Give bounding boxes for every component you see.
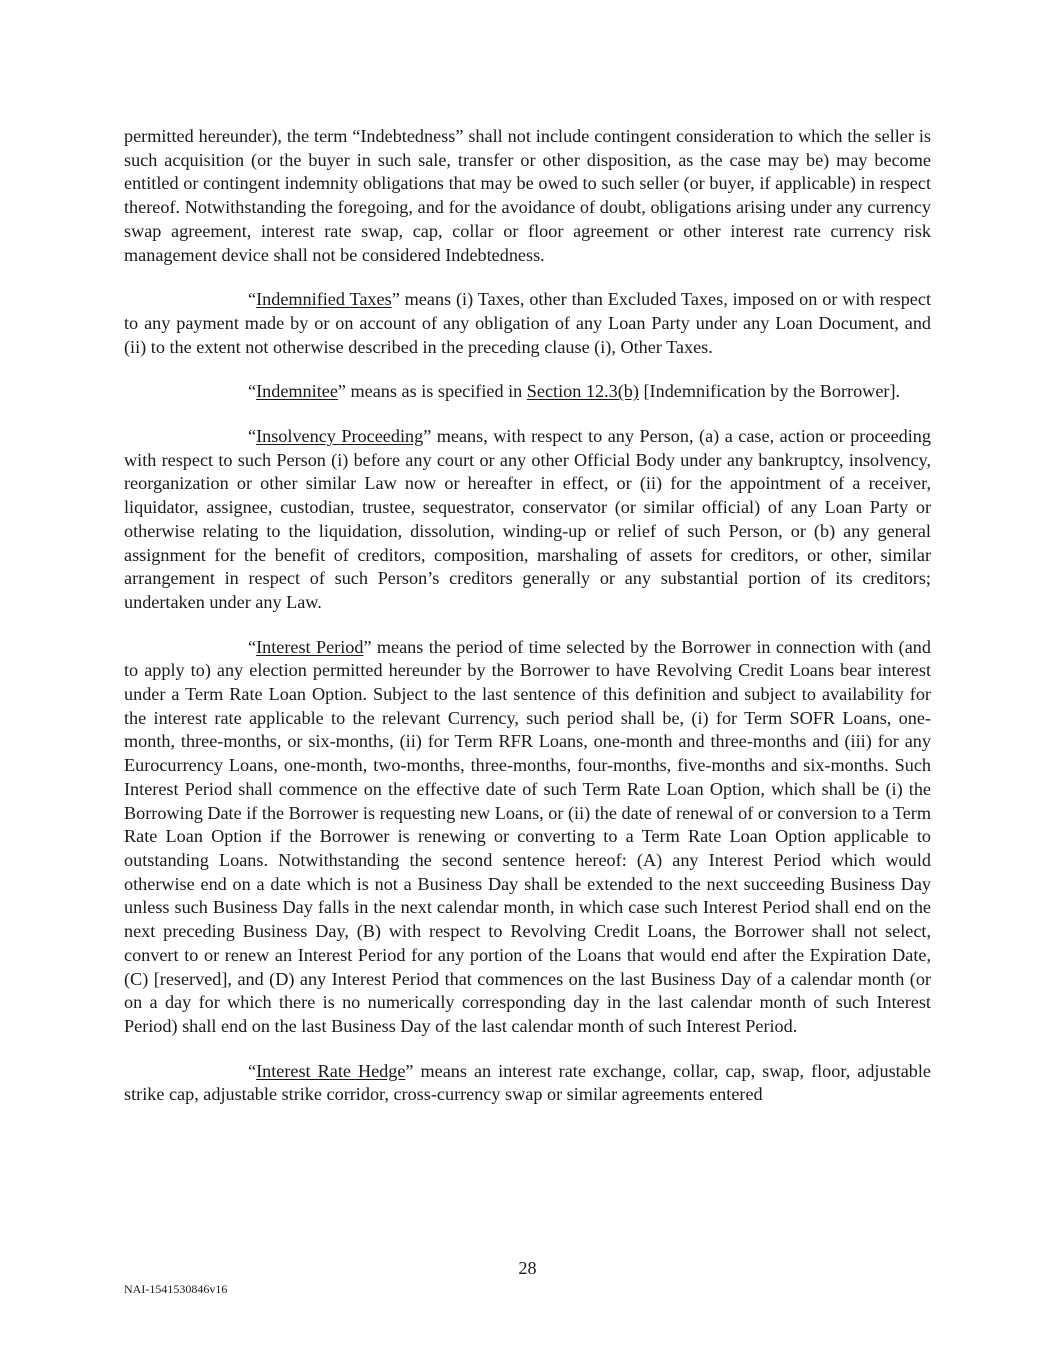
definition-text: ” means (i) Taxes, other than Excluded Taxes, imposed on or with respect to any payment made by or on account of any obligation of any Loan Party under any Loan Document, and (ii) to the extent not otherwise described in the preceding clause (i), Other Taxes. bbox=[124, 289, 931, 357]
paragraph-indebtedness-continued bbox=[124, 125, 931, 267]
defined-term: Interest Rate Hedge bbox=[256, 1060, 406, 1081]
definition-text: ” means as is specified in bbox=[337, 381, 527, 402]
open-quote: “ bbox=[248, 426, 257, 447]
definition-indemnified-taxes bbox=[124, 288, 931, 359]
definition-insolvency-proceeding bbox=[124, 425, 931, 615]
definition-text: ” means, with respect to any Person, (a) a case, action or proceeding with respect to such Person (i) before any court or any other Official Body under any bankruptcy, insolvency, reorganization or other similar Law now or hereafter in effect, or (ii) for the appointment of a receiver, liquidator, assignee, custodian, trustee, sequestrator, conservator (or similar official) of any Loan Party or otherwise relating to the liquidation, dissolution, winding-up or relief of such Person, or (b) any general assignment for the benefit of creditors, composition, marshaling of assets for creditors, or other, similar arrangement in respect of such Person’s creditors generally or any substantial portion of its creditors; undertaken under any Law. bbox=[124, 426, 931, 612]
definition-text: [Indemnification by the Borrower]. bbox=[638, 381, 901, 402]
open-quote: “ bbox=[248, 381, 257, 402]
paragraph-text: permitted hereunder), the term “Indebtedness” shall not include contingent consideration to which the seller is such acquisition (or the buyer in such sale, transfer or other disposition, as the case may be) may become entitled or contingent indemnity obligations that may be owed to such seller (or buyer, if applicable) in respect thereof. Notwithstanding the foregoing, and for the avoidance of doubt, obligations arising under any currency swap agreement, interest rate swap, cap, collar or floor agreement or other interest rate currency risk management device shall not be considered Indebtedness. bbox=[124, 126, 931, 265]
document-id: NAI-1541530846v16 bbox=[124, 1282, 228, 1296]
definition-interest-rate-hedge bbox=[124, 1060, 931, 1107]
definition-interest-period bbox=[124, 636, 931, 1039]
defined-term: Indemnitee bbox=[256, 381, 338, 402]
open-quote: “ bbox=[248, 1060, 257, 1081]
section-reference: Section 12.3(b) bbox=[526, 381, 639, 402]
defined-term: Interest Period bbox=[256, 636, 364, 657]
open-quote: “ bbox=[248, 289, 257, 310]
definition-indemnitee bbox=[124, 380, 931, 404]
page-number: 28 bbox=[518, 1258, 537, 1278]
defined-term: Insolvency Proceeding bbox=[256, 426, 424, 447]
definition-text: ” means an interest rate exchange, collar, cap, swap, floor, adjustable strike cap, adjustable strike corridor, cross-currency swap or similar agreements entered bbox=[124, 1060, 931, 1105]
open-quote: “ bbox=[248, 636, 257, 657]
definition-text: ” means the period of time selected by the Borrower in connection with (and to apply to) any election permitted hereunder by the Borrower to have Revolving Credit Loans bear interest under a Term Rate Loan Option. Subject to the last sentence of this definition and subject to availability for the interest rate applicable to the relevant Currency, such period shall be, (i) for Term SOFR Loans, one-month, three-months, or six-months, (ii) for Term RFR Loans, one-month and three-months and (iii) for any Eurocurrency Loans, one-month, two-months, three-months, four-months, five-months and six-months. Such Interest Period shall commence on the effective date of such Term Rate Loan Option, which shall be (i) the Borrowing Date if the Borrower is requesting new Loans, or (ii) the date of renewal of or conversion to a Term Rate Loan Option if the Borrower is renewing or converting to a Term Rate Loan Option applicable to outstanding Loans. Notwithstanding the second sentence hereof: (A) any Interest Period which would otherwise end on a date which is not a Business Day shall be extended to the next succeeding Business Day unless such Business Day falls in the next calendar month, in which case such Interest Period shall end on the next preceding Business Day, (B) with respect to Revolving Credit Loans, the Borrower shall not select, convert to or renew an Interest Period for any portion of the Loans that would end after the Expiration Date, (C) [reserved], and (D) any Interest Period that commences on the last Business Day of a calendar month (or on a day for which there is no numerically corresponding day in the last calendar month of such Interest Period) shall end on the last Business Day of the last calendar month of such Interest Period. bbox=[124, 636, 931, 1036]
defined-term: Indemnified Taxes bbox=[256, 289, 392, 310]
document-body bbox=[124, 125, 931, 1128]
